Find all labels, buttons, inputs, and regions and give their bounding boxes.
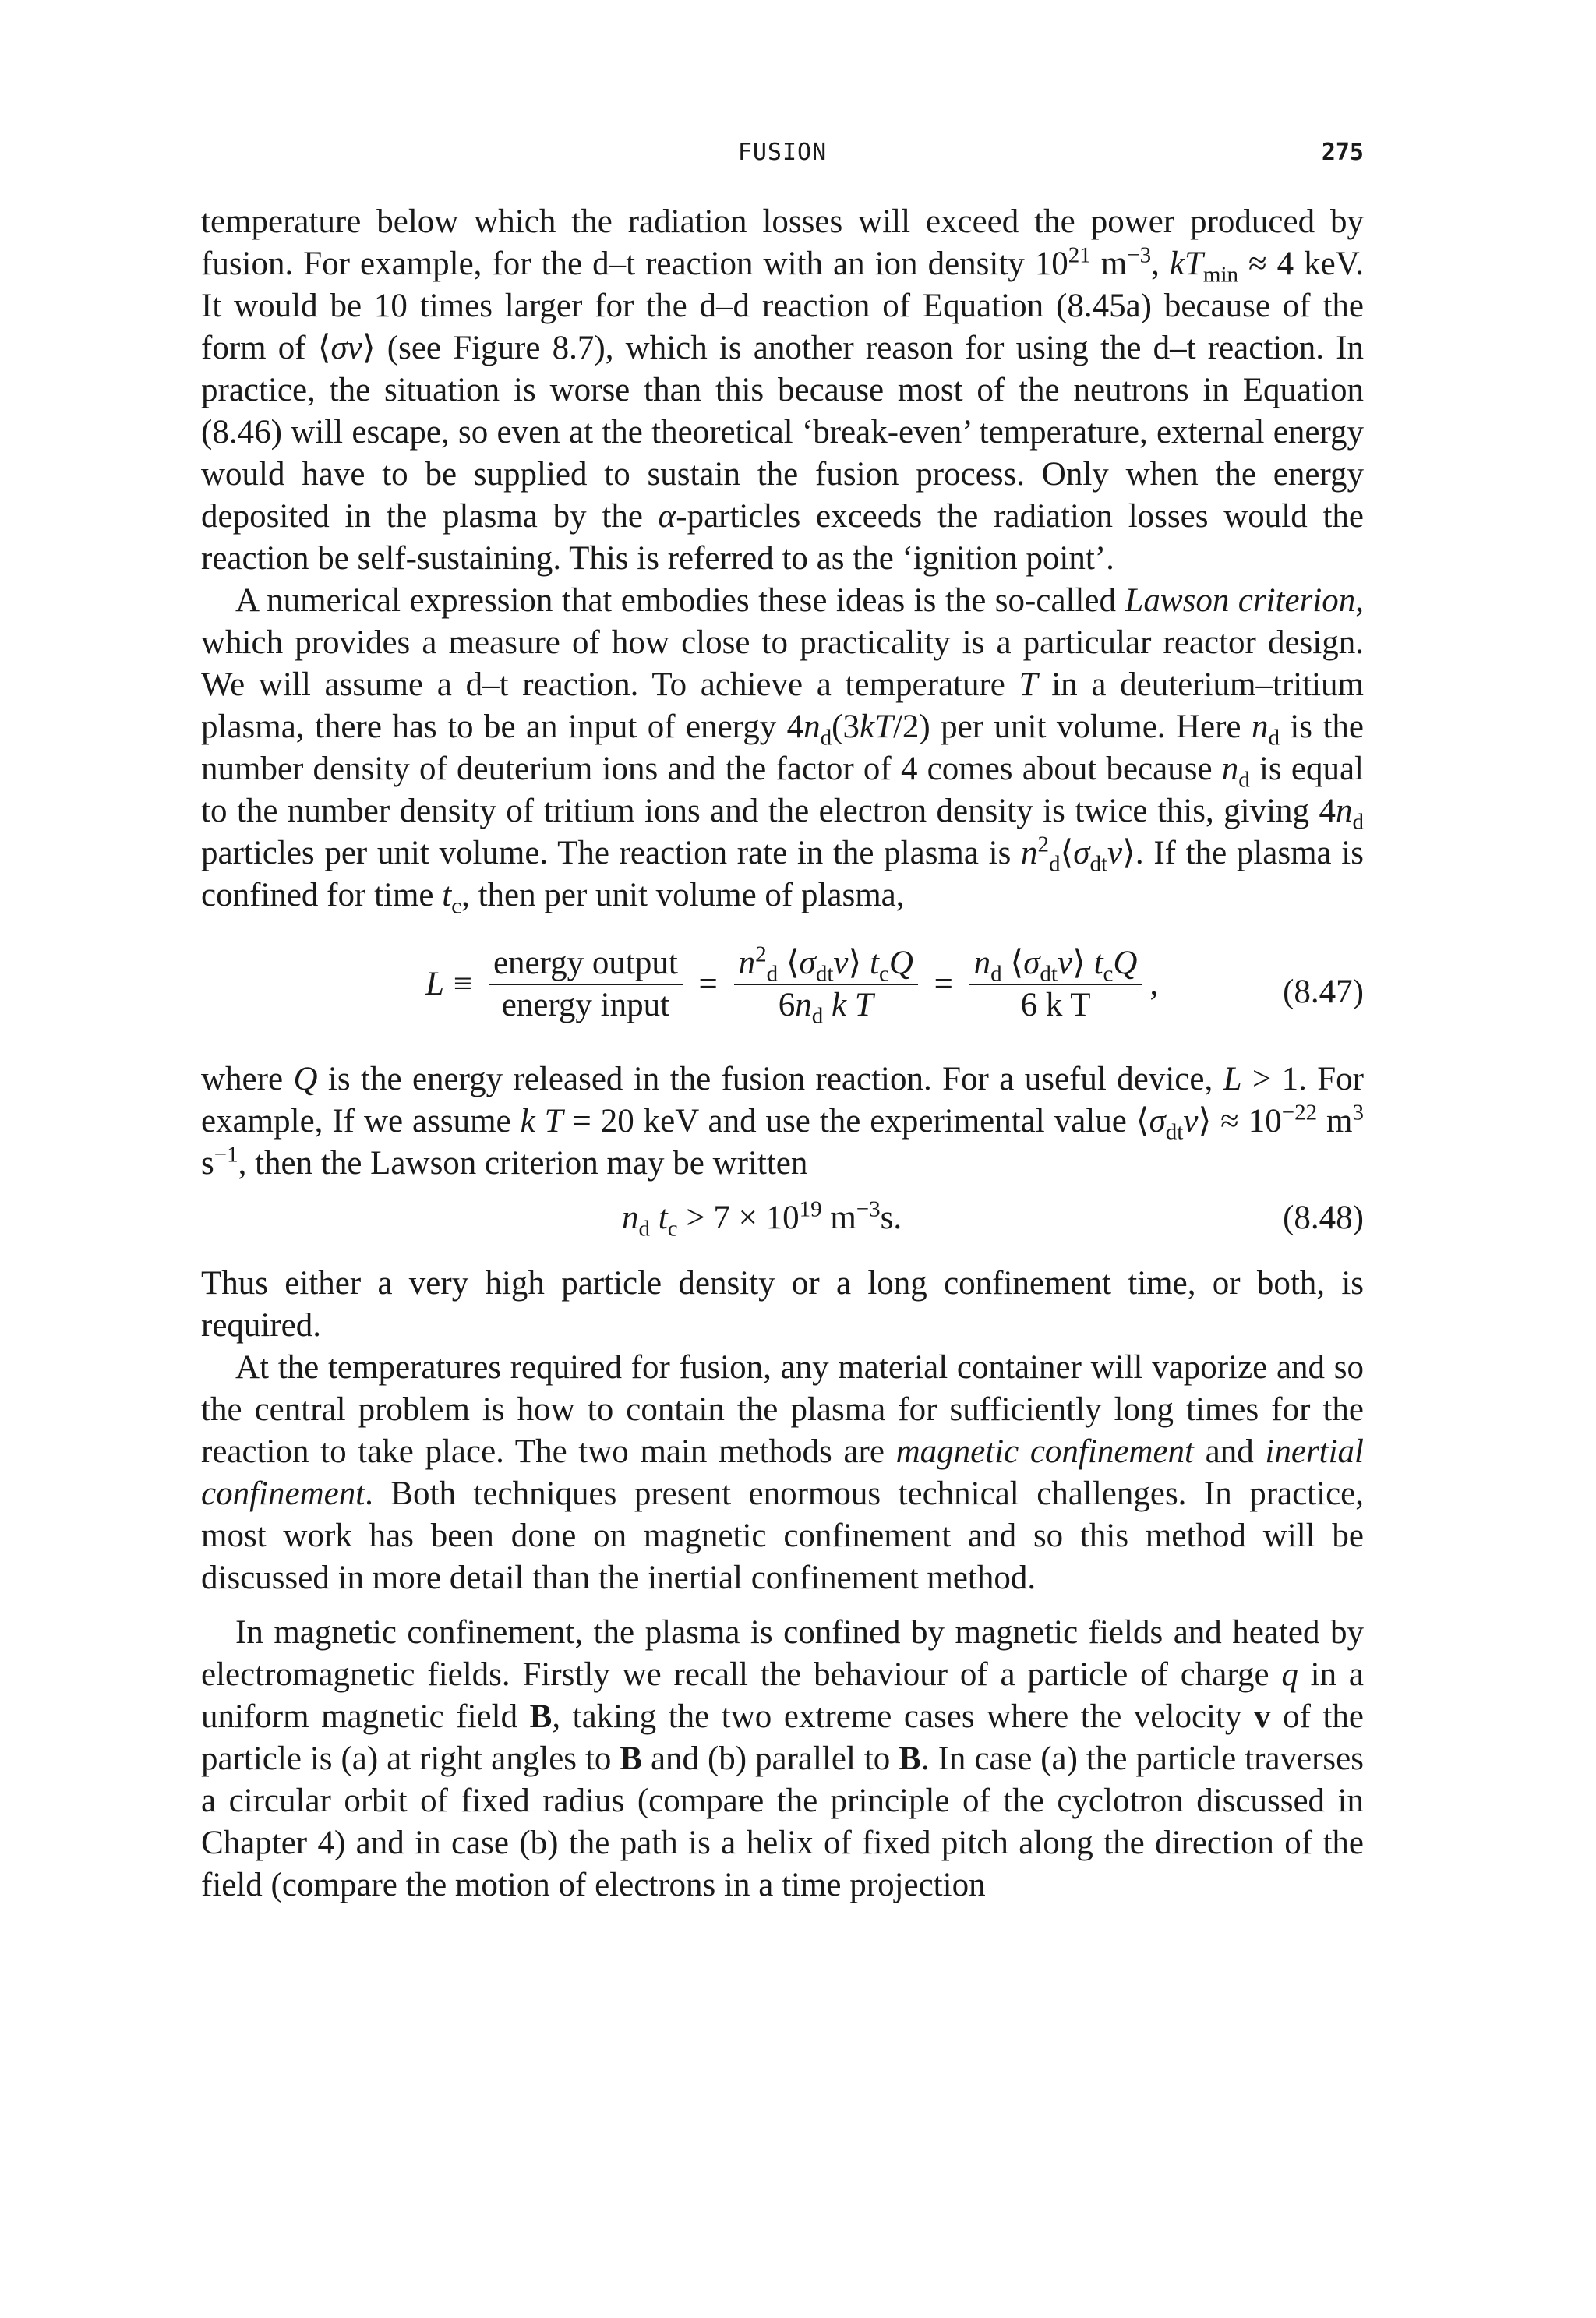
paragraph-magnetic-confinement: In magnetic confinement, the plasma is confined by magnetic fields and heated by electromagnetic fields. Firstly we recall the behaviour of a particle of charge q in a uniform magnetic field B, taking the two extreme cases where the velocity v of the particle is (a) at right angles to B and (b) parallel to B. In case (a) the particle traverses a circular orbit of fixed radius (compare the principle of the cyclotron discussed in Chapter 4) and in case (b) the path is a helix of fixed pitch along the direction of the field (compare the motion of electrons in a time projection <box>201 1614 1364 1903</box>
fraction-energy: $\frac{\text{energy output}}{\text{energy input}}$ <box>489 945 683 1024</box>
equation-number: (8.48) <box>1283 1200 1364 1236</box>
paragraph-useful-device: where Q is the energy released in the fusion reaction. For a useful device, L > 1. For example, If we assume k T = 20 keV and use the experimental value $⟨\sigma_{dt}v⟩ \approx 10^{-22}$ $m^3$ $s^{-1}$, then the Lawson criterion may be written <box>201 1061 1364 1182</box>
body-text <box>201 201 1364 1906</box>
equation-number: (8.47) <box>1283 973 1364 1010</box>
paragraph-confinement-methods: At the temperatures required for fusion, any material container will vaporize and so the central problem is how to contain the plasma for sufficiently long times for the reaction to take place. The two main methods are magnetic confinement and inertial confinement. Both techniques present enormous technical challenges. In practice, most work has been done on magnetic confinement and so this method will be discussed in more detail than the inertial confinement method. <box>201 1349 1364 1596</box>
fraction-rate: $\frac{n^2_d ⟨\sigma_{dt}v⟩ t_cQ}{6n_d k T}$ <box>734 945 918 1024</box>
page-number: 275 <box>1321 139 1364 166</box>
paragraph-ignition: temperature below which the radiation losses will exceed the power produced by fusion. For example, for the d–t reaction with an ion density $10^{21}$ $m^{-3}$, $kT_{min} \approx 4$ keV. It would be 10 times larger for the d–d reaction of Equation (8.45a) because of the form of ⟨σv⟩ (see Figure 8.7), which is another reason for using the d–t reaction. In practice, the situation is worse than this because most of the neutrons in Equation (8.46) will escape, so even at the theoretical ‘break-even’ temperature, external energy would have to be supplied to sustain the fusion process. Only when the energy deposited in the plasma by the α-particles exceeds the radiation losses would the reaction be self-sustaining. This is referred to as the ‘ignition point’. <box>201 203 1364 577</box>
running-title: FUSION <box>737 139 828 166</box>
equation-8-47: L ≡ $\frac{\text{energy output}}{\text{energy input}}$ = $\frac{n^2_d ⟨\sigma_{dt}v⟩ t_cQ}{6n_d k T}$ = $\frac{n_d ⟨\sigma_{dt}v⟩ t_cQ}{\text{6 k T}}$ , (8.47) <box>425 942 1364 1029</box>
eq-lhs: L <box>425 966 444 1002</box>
page-header <box>201 139 1364 173</box>
fraction-simplified: $\frac{n_d ⟨\sigma_{dt}v⟩ t_cQ}{\text{6 k T}}$ <box>969 945 1142 1024</box>
equation-8-48: $n_d$ $t_c > 7 \times 10^{19}$ $m^{-3}s$. (8.48) <box>622 1196 1364 1242</box>
paragraph-lawson: A numerical expression that embodies these ideas is the so-called Lawson criterion, which provides a measure of how close to practicality is a particular reactor design. We will assume a d–t reaction. To achieve a temperature T in a deuterium–tritium plasma, there has to be an input of energy $4n_d(3kT/2)$ per unit volume. Here $n_d$ is the number density of deuterium ions and the factor of 4 comes about because $n_d$ is equal to the number density of tritium ions and the electron density is twice this, giving $4n_d$ particles per unit volume. The reaction rate in the plasma is $n^2_d⟨\sigma_{dt}v⟩$. If the plasma is confined for time $t_c$, then per unit volume of plasma, <box>201 582 1364 919</box>
paragraph-density: Thus either a very high particle density or a long confinement time, or both, is required. <box>201 1265 1364 1344</box>
